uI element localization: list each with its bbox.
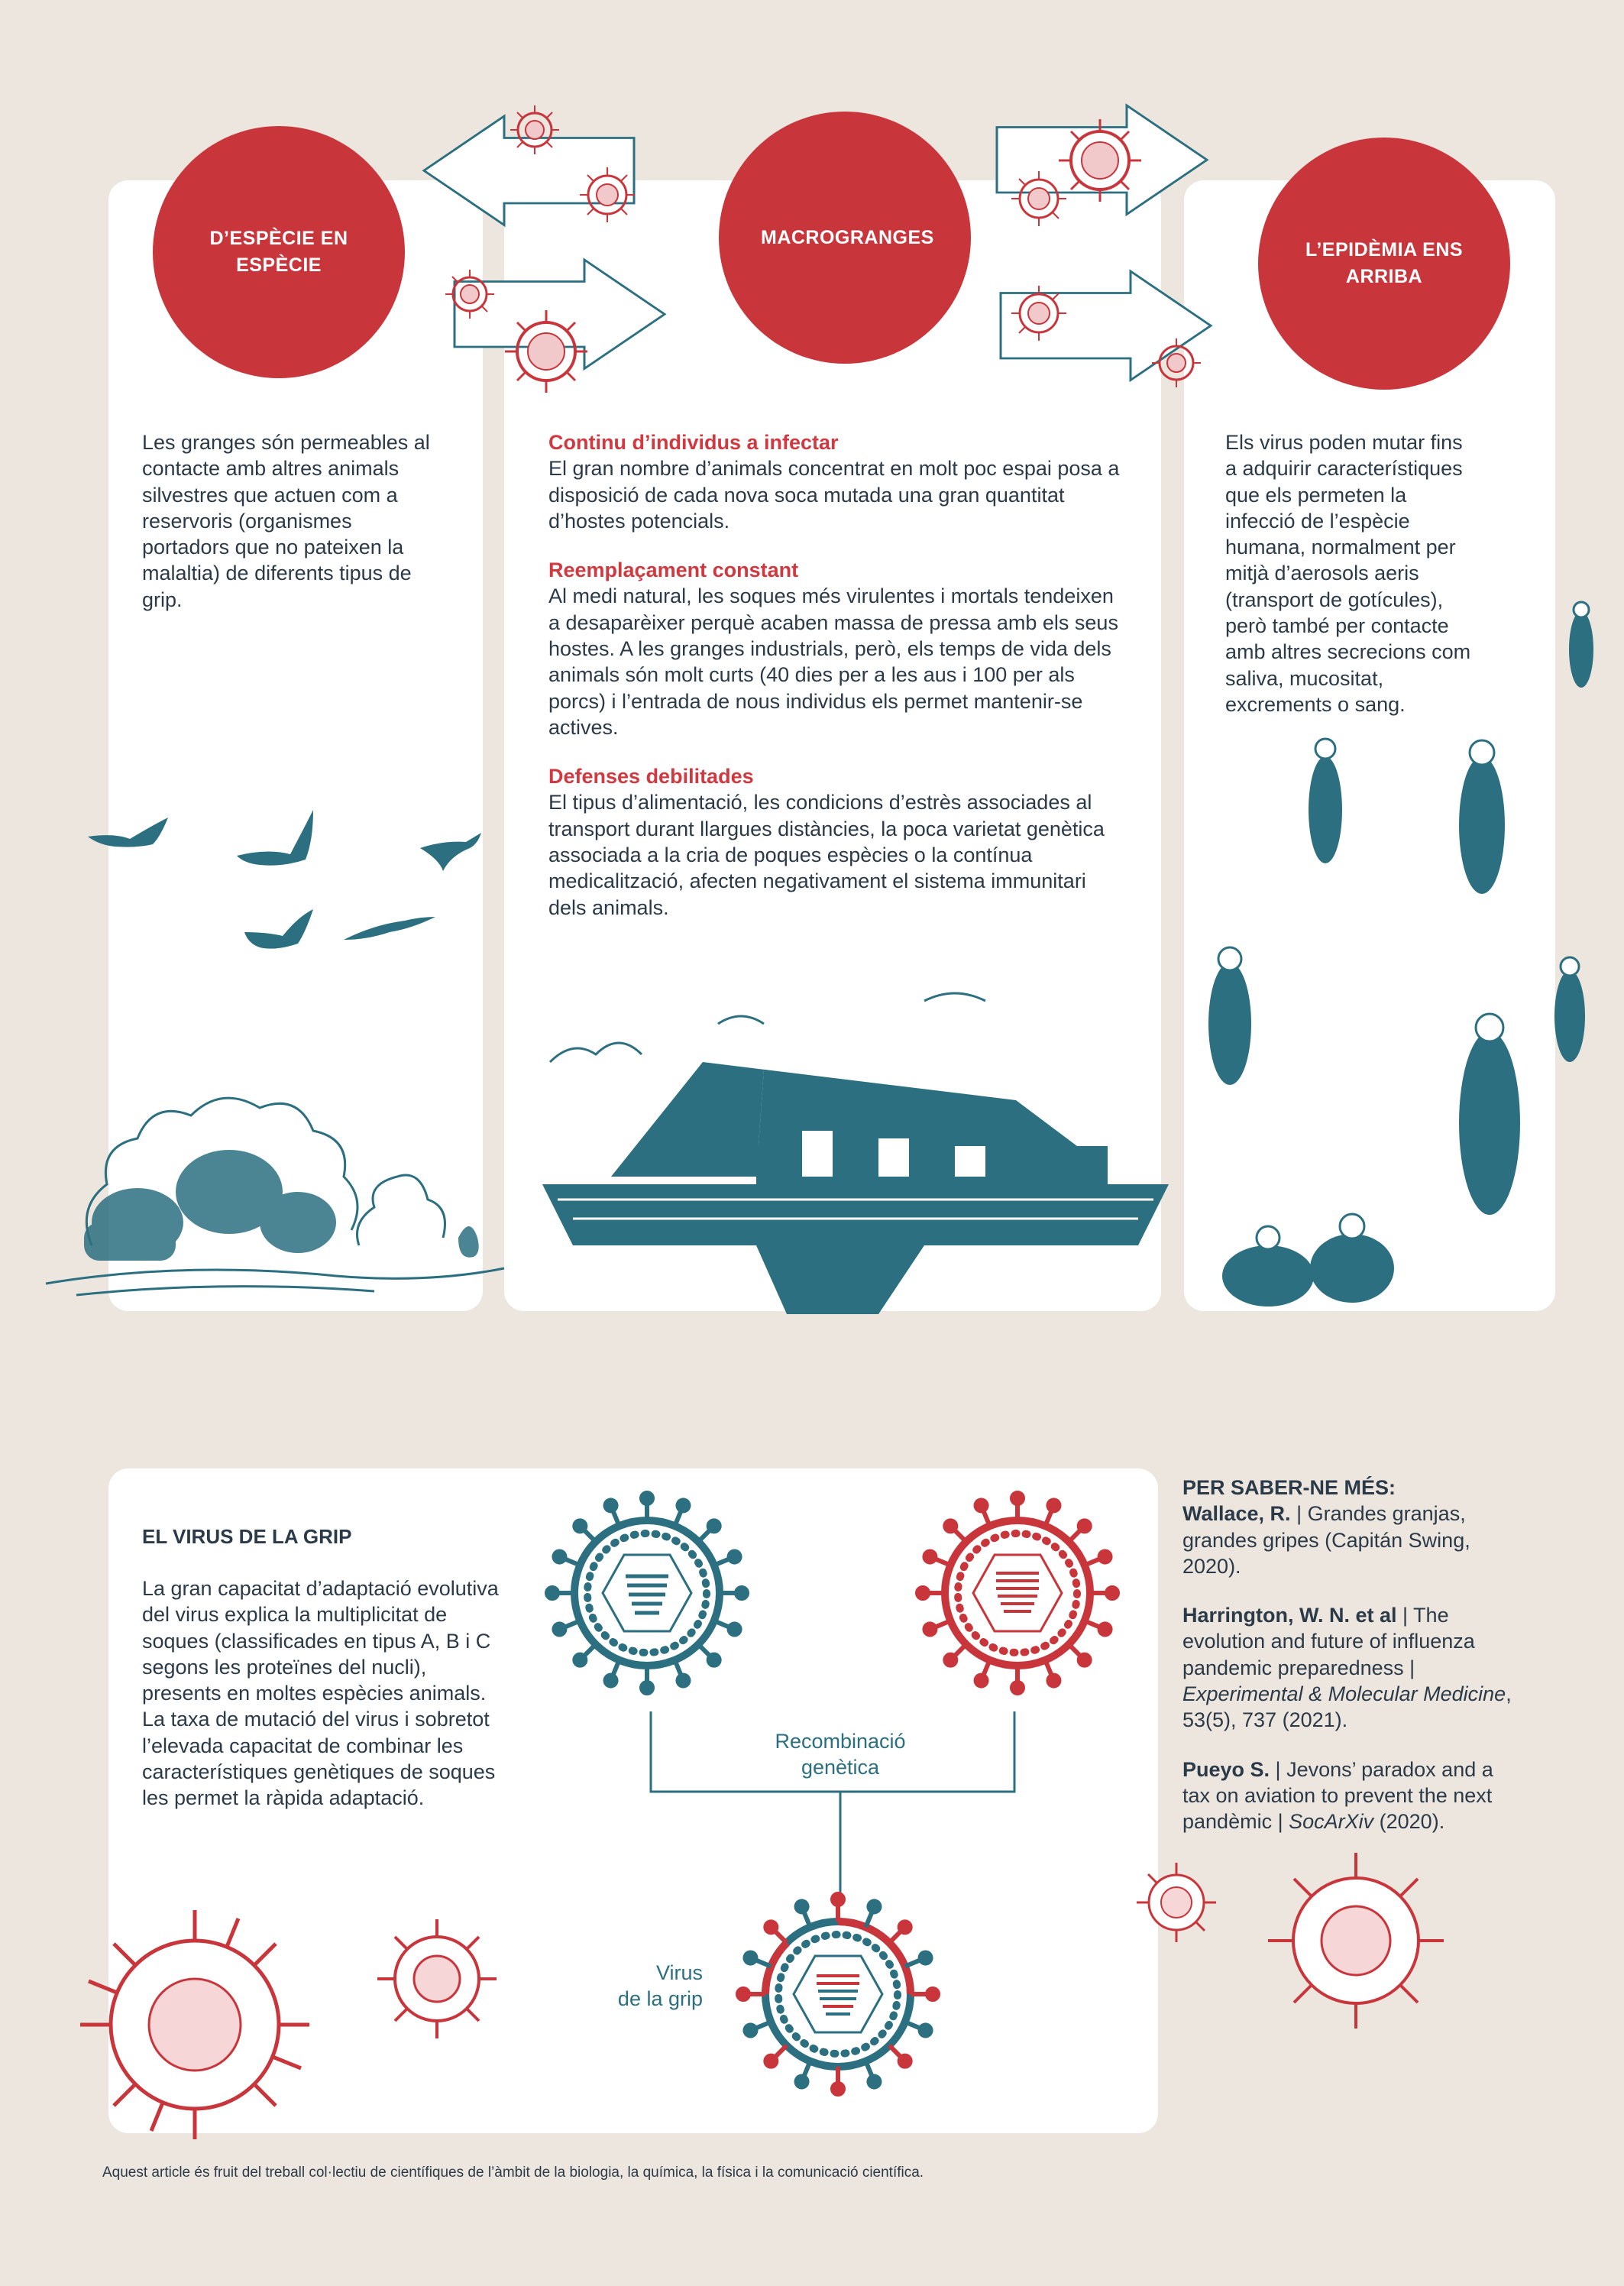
virus-icon	[508, 103, 561, 157]
teal-virus-icon	[544, 1490, 750, 1696]
references-title: PER SABER-NE MÉS:	[1182, 1476, 1396, 1499]
section-heading: Reemplaçament constant	[548, 559, 799, 582]
reference-author: Harrington, W. N. et al	[1182, 1604, 1397, 1627]
recombination-label	[756, 1728, 924, 1781]
reference-text: | Jevons’ paradox and a tax on aviation to prevent the next pandèmic |	[1182, 1757, 1493, 1834]
reference-text: | Grandes granjas, grandes gripes (Capitán Swing, 2020).	[1182, 1502, 1470, 1578]
col3-text: Els virus poden mutar fins a adquirir característiques que els permeten la infecció de l’espècie humana, normalment per mitjà d’aerosols aeris (transport de gotícules), però també per contacte amb altres secrecions com saliva, mucositat, excrements o sang.	[1225, 431, 1471, 716]
reference-journal: Experimental & Molecular Medicine	[1182, 1682, 1506, 1705]
section-heading: Continu d’individus a infectar	[548, 431, 839, 454]
section-body: El tipus d’alimentació, les condicions d’estrès associades al transport durant llargues distàncies, la poca varietat genètica associada a la cria de poques espècies o la contínua medicalització, afecten negativament el sistema immunitari dels animals.	[548, 791, 1105, 919]
circle-epidemic-arrives	[1258, 138, 1510, 390]
recombination-label-line2: genètica	[801, 1756, 880, 1779]
reference-text: (2020).	[1373, 1810, 1445, 1834]
circle-label: D’ESPÈCIE EN ESPÈCIE	[209, 228, 348, 276]
farm-illustration	[527, 955, 1184, 1314]
circle-species-to-species	[153, 126, 405, 378]
virus-icon	[368, 1910, 506, 2048]
virus-label-line2: de la grip	[617, 1987, 703, 2011]
virus-label	[581, 1960, 703, 2012]
section-body: Al medi natural, les soques més virulentes i mortals tendeixen a desaparèixer perquè acaben massa de pressa amb els seus hostes. A les granges industrials, però, els temps de vida dels animals són molt curts (40 dies per a les aus i 100 per als porcs) i l’entrada de nous individus els permet mantenir-se actives.	[548, 584, 1118, 739]
virus-icon	[1150, 336, 1203, 390]
large-virus-icon	[1257, 1841, 1455, 2040]
large-virus-icon	[65, 1895, 325, 2155]
references	[1182, 1475, 1519, 1857]
reference-author: Pueyo S.	[1182, 1757, 1270, 1781]
virus-icon	[500, 306, 592, 397]
virus-label-line1: Virus	[655, 1961, 703, 1984]
virus-icon	[1008, 283, 1069, 344]
col2-text	[548, 429, 1129, 944]
reference-journal: SocArXiv	[1289, 1810, 1374, 1834]
footer-note: Aquest article és fruit del treball col·lectiu de científiques de l’àmbit de la biologia, la química, la física i la comunicació científica.	[102, 2165, 924, 2181]
virus-box-title: EL VIRUS DE LA GRIP	[142, 1525, 352, 1548]
col1-text: Les granges són permeables al contacte amb altres animals silvestres que actuen com a reservoris (organismes portadors que no pateixen la malaltia) de diferents tipus de grip.	[142, 431, 430, 611]
virus-icon	[577, 164, 638, 225]
reference-1	[1182, 1501, 1519, 1579]
reference-text: , 53(5), 737 (2021).	[1182, 1682, 1512, 1732]
virus-icon	[1131, 1857, 1222, 1948]
section-heading: Defenses debilitades	[548, 765, 754, 788]
red-virus-icon	[914, 1490, 1121, 1696]
reference-2	[1182, 1602, 1519, 1733]
virus-box-text: La gran capacitat d’adaptació evolutiva del virus explica la multiplicitat de soques (classificades en tipus A, B i C segons les proteïnes del nucli), presents en moltes espècies animals. La taxa de mutació del virus i sobretot l’elevada capacitat de combinar les característiques genètiques de soques les permet la ràpida adaptació.	[142, 1577, 499, 1810]
reference-text: | The evolution and future of influenza pandemic preparedness |	[1182, 1604, 1475, 1679]
circle-macrofarms	[719, 112, 971, 364]
virus-icon	[443, 267, 497, 321]
recombination-label-line1: Recombinació	[775, 1730, 906, 1753]
section-body: El gran nombre d’animals concentrat en molt poc espai posa a disposició de cada nova soca mutada una gran quantitat d’hostes potencials.	[548, 457, 1120, 533]
mixed-virus-icon	[735, 1891, 941, 2097]
nature-landscape-illustration	[31, 993, 519, 1299]
reference-3	[1182, 1757, 1519, 1835]
geese-illustration	[84, 795, 512, 978]
circle-label: MACROGRANGES	[761, 226, 934, 248]
virus-icon	[1008, 168, 1069, 229]
people-illustration	[1153, 596, 1597, 1314]
reference-author: Wallace, R.	[1182, 1502, 1291, 1526]
circle-label: L’EPIDÈMIA ENS ARRIBA	[1305, 239, 1464, 287]
